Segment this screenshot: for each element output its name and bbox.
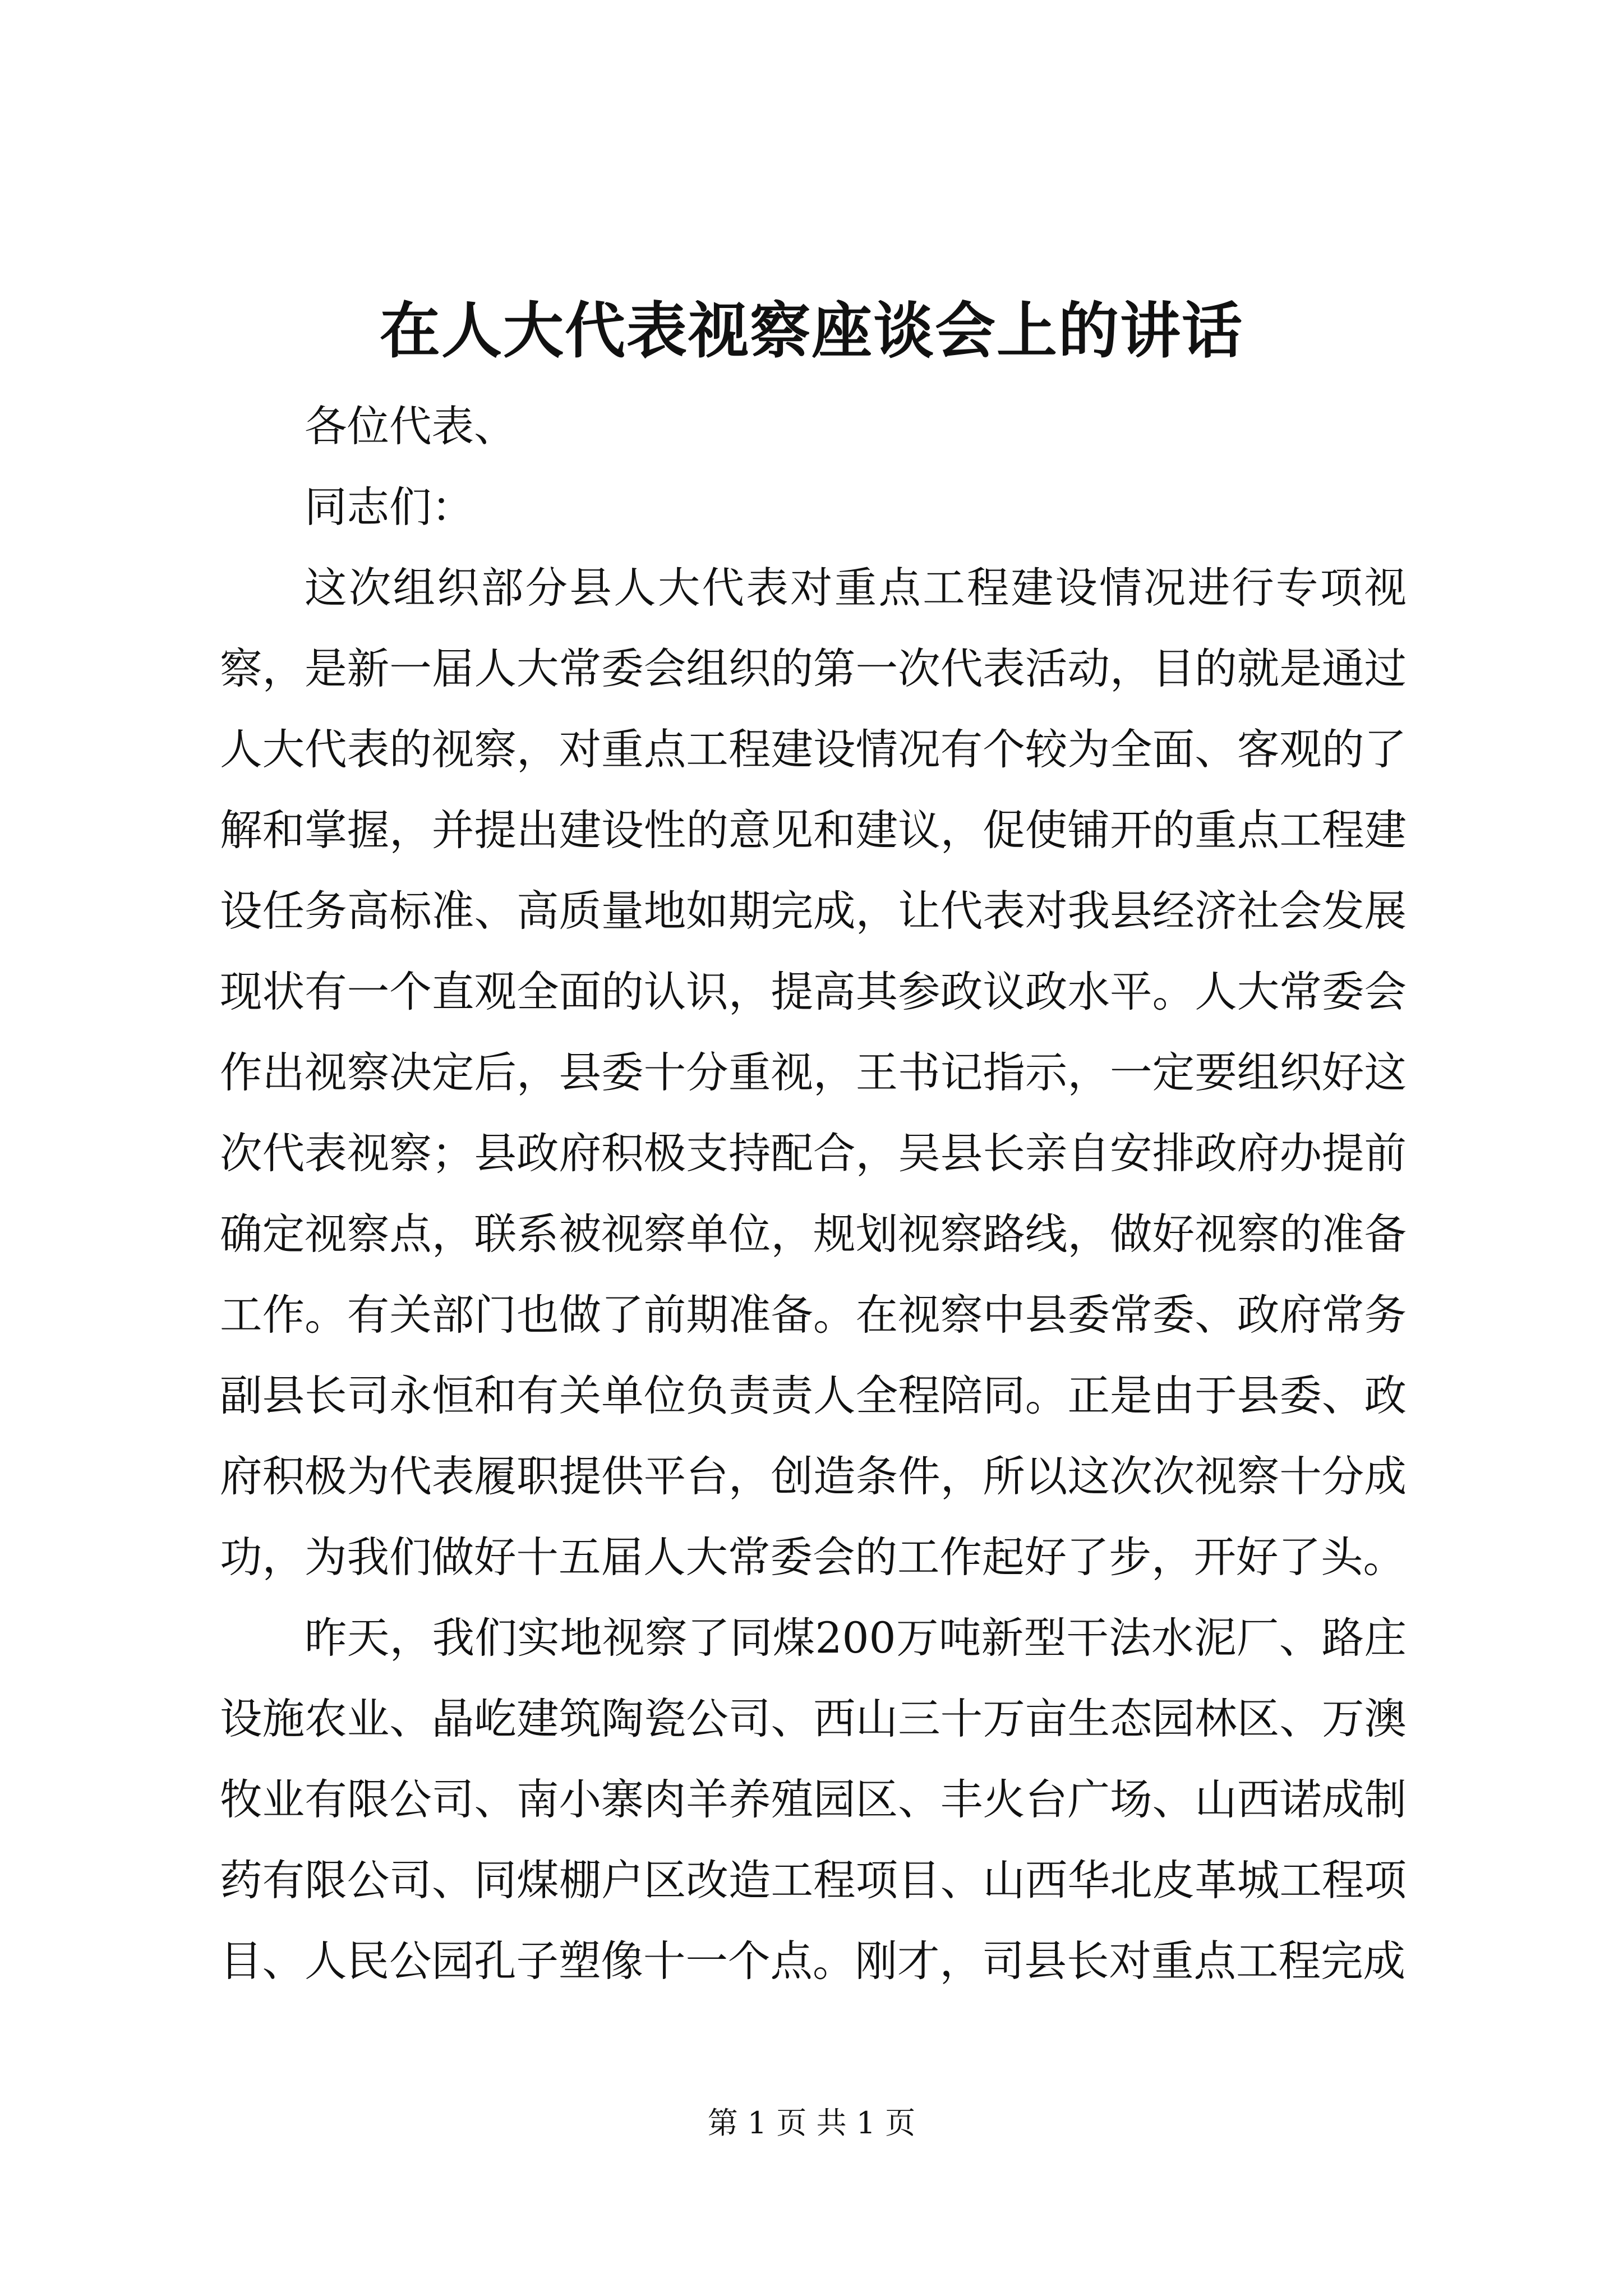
document-body — [220, 386, 1407, 2001]
document-title: 在人大代表视察座谈会上的讲话 — [379, 296, 1243, 366]
salutation-line: 各位代表、 — [305, 402, 517, 451]
body-paragraph: 昨天，我们实地视察了同煤200万吨新型干法水泥厂、路庄设施农业、晶屹建筑陶瓷公司、西山三十万亩生态园林区、万澳牧业有限公司、南小寨肉羊养殖园区、丰火台广场、山西诺成制药有限公司、同煤棚户区改造工程项目、山西华北皮革城工程项目、人民公园孔子塑像十一个点。刚才，司县长对重点工程完成 — [220, 1613, 1407, 1986]
page-number: 第 1 页 共 1 页 — [707, 2105, 916, 2141]
body-paragraph: 这次组织部分县人大代表对重点工程建设情况进行专项视察，是新一届人大常委会组织的第一次代表活动，目的就是通过人大代表的视察，对重点工程建设情况有个较为全面、客观的了解和掌握，并提出建设性的意见和建议，促使铺开的重点工程建设任务高标准、高质量地如期完成，让代表对我县经济社会发展现状有一个直观全面的认识，提高其参政议政水平。人大常委会作出视察决定后，县委十分重视，王书记指示，一定要组织好这次代表视察；县政府积极支持配合，吴县长亲自安排政府办提前确定视察点，联系被视察单位，规划视察路线，做好视察的准备工作。有关部门也做了前期准备。在视察中县委常委、政府常务副县长司永恒和有关单位负责责人全程陪同。正是由于县委、政府积极为代表履职提供平台，创造条件，所以这次次视察十分成功，为我们做好十五届人大常委会的工作起好了步，开好了头。 — [220, 563, 1407, 1582]
salutation-line: 同志们： — [305, 482, 474, 532]
